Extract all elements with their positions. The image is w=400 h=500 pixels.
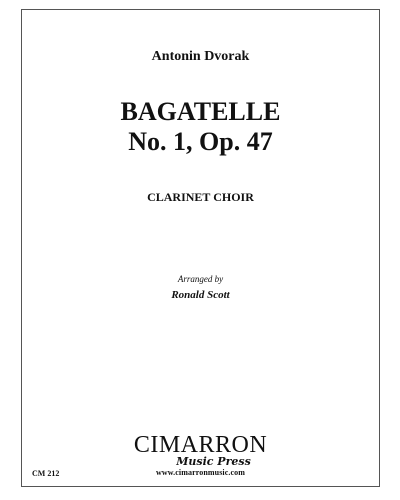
composer-name: Antonin Dvorak xyxy=(151,49,250,64)
publisher-website: www.cimarronmusic.com xyxy=(155,468,246,477)
publisher-logo xyxy=(22,434,379,468)
score-cover-page xyxy=(21,9,380,487)
arranger-name: Ronald Scott xyxy=(171,289,230,301)
title-line-1: BAGATELLE xyxy=(120,97,281,126)
publisher-logo-text: CIMARRON xyxy=(133,432,268,458)
piece-title xyxy=(22,97,379,157)
ensemble-label: CLARINET CHOIR xyxy=(147,190,254,204)
catalog-number: CM 212 xyxy=(32,469,60,478)
title-line-2: No. 1, Op. 47 xyxy=(128,127,273,156)
arranged-by-label: Arranged by xyxy=(177,274,224,284)
publisher-logo-subtext: Music Press xyxy=(176,455,251,468)
